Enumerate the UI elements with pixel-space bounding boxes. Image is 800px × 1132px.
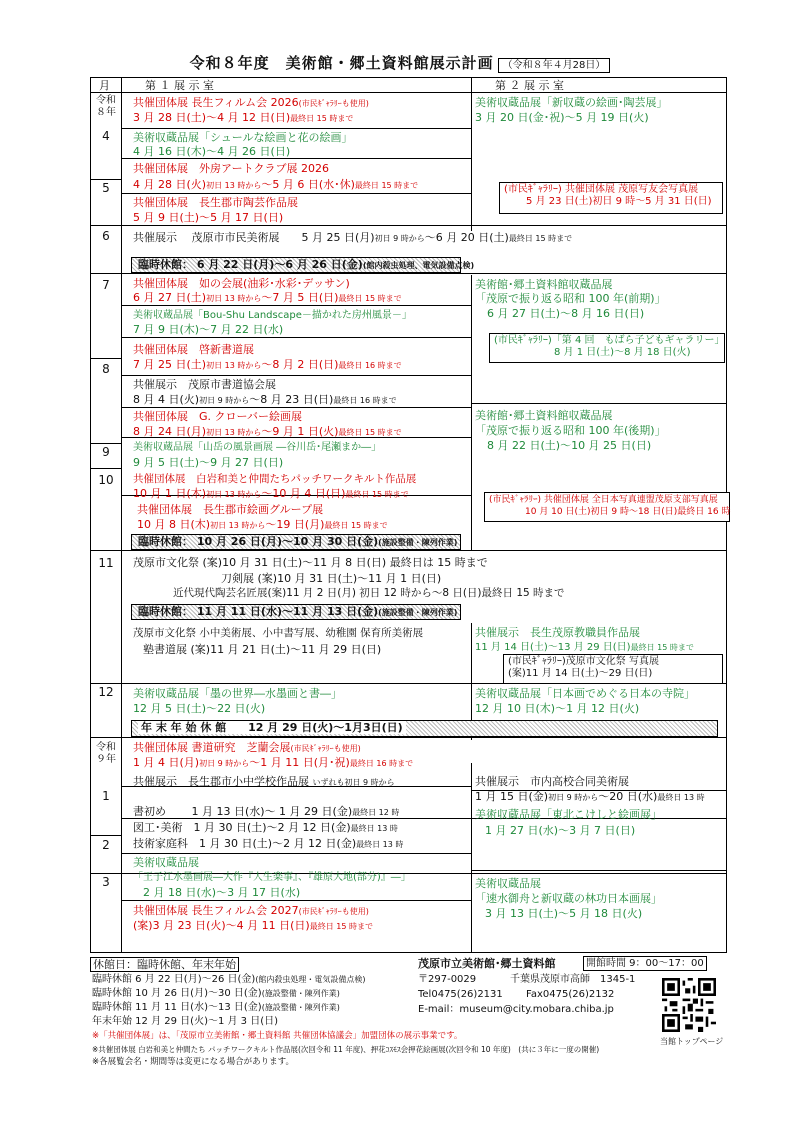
year-end-closure-banner: 年 末 年 始 休 館 12 月 29 日(火)～1月3日(日) <box>131 720 718 737</box>
note: ※共催団体展 白岩和美と仲間たち パッチワークキルト作品展(次回令和 11 年度)、押花ｺｽﾓｽ会押花絵画展(次回令和 10 年度) (共に３年に一度の開催) <box>92 1045 600 1054</box>
g1-event-date: 書初め 1 月 13 日(水)～ 1 月 29 日(金)最終日 12 時 <box>133 805 400 818</box>
g1-event-date: 5 月 9 日(土)～5 月 17 日(日) <box>133 211 284 224</box>
closed-days-label: 休館日：臨時休館、年末年始 <box>90 957 239 972</box>
month-label: 9 <box>102 445 110 459</box>
g1-event: 刀剣展 (案)10 月 31 日(土)～11 月 1 日(日) <box>221 572 442 585</box>
header-gallery-2: 第 ２ 展 示 室 <box>495 79 564 92</box>
g1-event-date: (案)3 月 23 日(火)～4 月 11 日(日)最終日 15 時まで <box>133 919 373 932</box>
g2-event-date: 12 月 10 日(木)～1 月 12 日(火) <box>475 702 640 715</box>
month-label: 令和 ９年 <box>96 742 116 765</box>
g2-event-date: 3 月 13 日(土)～5 月 18 日(火) <box>485 907 643 920</box>
g1-event-date: 図工･美術 1 月 30 日(土)～2 月 12 日(金)最終日 13 時 <box>133 821 398 834</box>
closure-line: 臨時休館 11 月 11 日(水)～13 日(金)(施設整備・陳列作業) <box>92 1002 340 1013</box>
g1-event-title: 共催団体展 長生郡市陶芸作品展 <box>133 196 298 209</box>
qr-code-icon[interactable] <box>662 978 716 1032</box>
g1-event-date: 9 月 5 日(土)～9 月 27 日(日) <box>133 456 284 469</box>
note: ※「共催団体展」は、「茂原市立美術館・郷土資料館 共催団体協議会」加盟団体の展示事業です。 <box>92 1031 463 1041</box>
g1-event-title: 共催展示 茂原市書道協会展 <box>133 378 276 391</box>
opening-hours: 開館時間 9：00～17：00 <box>583 956 707 971</box>
g1-event-title: 共催団体展 書道研究 芝蘭会展(市民ｷﾞｬﾗﾘｰも使用) <box>133 741 361 754</box>
month-label: 5 <box>102 181 110 195</box>
email: E-mail：museum@city.mobara.chiba.jp <box>418 1004 614 1015</box>
qr-caption: 当館トップページ <box>660 1037 724 1046</box>
g1-event-date: 10 月 8 日(木)初日 13 時から～19 日(月)最終日 15 時まで <box>137 518 388 531</box>
g2-event-title: 美術館･郷土資料館収蔵品展 <box>475 278 613 291</box>
month-label: 7 <box>102 278 110 292</box>
closure-line: 年末年始 12 月 29 日(火)～1 月 3 日(日) <box>92 1016 279 1027</box>
citizen-gallery-box: (市民ｷﾞｬﾗﾘｰ) 共催団体展 茂原写友会写真展 5 月 23 日(土)初日 9 時～5 月 31 日(日) <box>499 182 723 214</box>
address: 千葉県茂原市高師 1345-1 <box>510 974 636 985</box>
fax: Fax0475(26)2132 <box>526 989 615 1000</box>
g2-event-title: 美術館･郷土資料館収蔵品展 <box>475 409 613 422</box>
g2-event-title: 共催展示 長生茂原教職員作品展 <box>475 626 640 639</box>
g2-event-title: 「速水御舟と新収蔵の林功日本画展」 <box>475 892 662 905</box>
g2-event-title: 「茂原で振り返る昭和 100 年(前期)」 <box>475 292 666 305</box>
month-label: 1 <box>102 789 110 803</box>
g2-event-date: 11 月 14 日(土)～13 月 29 日(日)最終日 15 時まで <box>475 642 694 653</box>
g2-event-title: 美術収蔵品展「東北こけしと絵画展」 <box>475 808 662 821</box>
month-label: 3 <box>102 875 110 889</box>
g1-event-date: 3 月 28 日(土)～4 月 12 日(日)最終日 15 時まで <box>133 111 354 124</box>
g1-event-title: 共催団体展 如の会展(油彩･水彩･デッサン) <box>133 277 350 290</box>
g1-event-date: 7 月 9 日(木)～7 月 22 日(水) <box>133 323 284 336</box>
citizen-gallery-box: (市民ｷﾞｬﾗﾘｰ)茂原市文化祭 写真展 (案)11 月 14 日(土)～29 日(日) <box>503 654 723 684</box>
header-gallery-1: 第 １ 展 示 室 <box>145 79 214 92</box>
g2-event-date: 1 月 15 日(金)初日 9 時から～20 日(水)最終日 13 時 <box>475 790 705 803</box>
g1-event-title: 美術収蔵品展「墨の世界―水墨画と書―」 <box>133 687 342 700</box>
header-month: 月 <box>99 79 110 92</box>
g2-event-title: 美術収蔵品展「日本画でめぐる日本の寺院」 <box>475 687 695 700</box>
g1-event: 茂原市文化祭 (案)10 月 31 日(土)～11 月 8 日(日) 最終日は 15 時まで <box>133 556 488 569</box>
g1-event-date: 4 月 16 日(木)～4 月 26 日(日) <box>133 145 291 158</box>
g1-event-title: 共催展示 長生郡市小中学校作品展 いずれも初日 9 時から <box>133 775 395 788</box>
citizen-gallery-box: (市民ｷﾞｬﾗﾘｰ)「第 4 回 もばら子どもギャラリー」 8 月 1 日(土)～8 月 18 日(火) <box>489 333 725 363</box>
month-label: 4 <box>102 129 110 143</box>
closure-line: 臨時休館 6 月 22 日(月)～26 日(金)(館内殺虫処理・電気設備点検) <box>92 974 366 985</box>
g1-event-title: 美術収蔵品展 <box>133 856 199 869</box>
g1-event-date: 10 月 1 日(木)初日 13 時から～10 月 4 日(日)最終日 15 時まで <box>133 487 409 500</box>
g1-event-title: 美術収蔵品展「シュールな絵画と花の絵画」 <box>133 131 353 144</box>
g1-event-date: 8 月 24 日(月)初日 13 時から～9 月 1 日(火)最終日 15 時まで <box>133 425 402 438</box>
g2-event-date: 3 月 20 日(金･祝)～5 月 19 日(火) <box>475 111 649 124</box>
note: ※各展覧会名・期間等は変更になる場合があります。 <box>92 1057 294 1067</box>
g1-event-date: 6 月 27 日(土)初日 13 時から～7 月 5 日(日)最終日 15 時まで <box>133 291 402 304</box>
g1-event-title: 共催団体展 啓新書道展 <box>133 343 254 356</box>
g1-event-title: 共催団体展 G. クローバー絵画展 <box>133 410 302 423</box>
month-label: 10 <box>98 473 114 487</box>
schedule-table <box>90 77 731 953</box>
g1-event: 近代現代陶芸名匠展(案)11 月 2 日(月) 初日 12 時から～8 日(日)最終日 15 時まで <box>173 587 565 599</box>
month-label: 6 <box>102 229 110 243</box>
as-of-date: （令和８年４月28日） <box>498 58 611 73</box>
zip-code: 〒297-0029 <box>418 974 477 985</box>
g1-event-date: 8 月 4 日(火)初日 9 時から～8 月 23 日(日)最終日 16 時まで <box>133 393 397 406</box>
g1-event-title: 「王子江水墨画展―大作『人生楽事』、『雄原大地(部分)』―」 <box>133 872 411 883</box>
g1-event-title: 共催団体展 長生郡市絵画グループ展 <box>137 503 324 516</box>
phone: Tel0475(26)2131 <box>418 989 503 1000</box>
page-title: 令和８年度 美術館・郷土資料館展示計画 （令和８年４月28日） <box>0 52 800 73</box>
month-label: 令和 ８年 <box>96 95 116 118</box>
g2-event-title: 美術収蔵品展 <box>475 877 541 890</box>
g1-event-title: 美術収蔵品展「Bou-Shu Landscape－描かれた房州風景－」 <box>133 310 412 321</box>
g1-event-title: 共催団体展 外房アートクラブ展 2026 <box>133 162 329 175</box>
g1-event-date: 1 月 4 日(月)初日 9 時から～1 月 11 日(月･祝)最終日 16 時まで <box>133 756 414 769</box>
citizen-gallery-box: (市民ｷﾞｬﾗﾘｰ) 共催団体展 全日本写真連盟茂原支部写真展 10 月 10 日(土)初日 9 時～18 日(日)最終日 16 時 <box>484 492 730 522</box>
g2-event-date: 8 月 22 日(土)～10 月 25 日(日) <box>487 439 652 452</box>
g1-event-date: 12 月 5 日(土)～22 日(火) <box>133 702 266 715</box>
temporary-closure-banner: 臨時休館： 11 月 11 日(水)～11 月 13 日(金)(施設整備・陳列作業) <box>131 604 461 620</box>
month-label: 2 <box>102 838 110 852</box>
g1-event-date: 2 月 18 日(水)～3 月 17 日(水) <box>143 886 301 899</box>
g2-event-title: 共催展示 市内高校合同美術展 <box>475 775 629 788</box>
g1-event-title: 共催団体展 白岩和美と仲間たちパッチワークキルト作品展 <box>133 473 417 485</box>
g1-event-date: 4 月 28 日(火)初日 13 時から～5 月 6 日(水･休)最終日 15 時まで <box>133 178 419 191</box>
closure-line: 臨時休館 10 月 26 日(月)～30 日(金)(施設整備・陳列作業) <box>92 988 340 999</box>
g1-event: 共催展示 茂原市市民美術展 5 月 25 日(月)初日 9 時から～6 月 20 日(土)最終日 15 時まで <box>133 231 573 244</box>
g1-event: 茂原市文化祭 小中美術展、小中書写展、幼稚園 保育所美術展 <box>133 627 424 639</box>
g1-event-title: 共催団体展 長生フィルム会 2026(市民ｷﾞｬﾗﾘｰも使用) <box>133 96 369 109</box>
g2-event-title: 美術収蔵品展「新収蔵の絵画･陶芸展」 <box>475 96 668 109</box>
month-label: 12 <box>98 685 114 699</box>
g1-event-date: 7 月 25 日(土)初日 13 時から～8 月 2 日(日)最終日 16 時まで <box>133 358 402 371</box>
g2-event-date: 1 月 27 日(水)～3 月 7 日(日) <box>485 824 636 837</box>
g1-event-title: 美術収蔵品展「山岳の風景画展 ―谷川岳･尾瀬まか―」 <box>133 442 382 453</box>
month-label: 8 <box>102 362 110 376</box>
g1-event-title: 共催団体展 長生フィルム会 2027(市民ｷﾞｬﾗﾘｰも使用) <box>133 904 369 917</box>
g1-event: 塾書道展 (案)11 月 21 日(土)～11 月 29 日(日) <box>143 643 382 656</box>
month-label: 11 <box>98 556 114 570</box>
g2-event-title: 「茂原で振り返る昭和 100 年(後期)」 <box>475 424 666 437</box>
g1-event-date: 技術家庭科 1 月 30 日(土)～2 月 12 日(金)最終日 13 時 <box>133 837 404 850</box>
temporary-closure-banner: 臨時休館： 6 月 22 日(月)～6 月 26 日(金)(館内殺虫処理、電気設備点検) <box>131 257 461 273</box>
museum-name: 茂原市立美術館･郷土資料館 <box>418 957 556 970</box>
g2-event-date: 6 月 27 日(土)～8 月 16 日(日) <box>487 307 645 320</box>
temporary-closure-banner: 臨時休館： 10 月 26 日(月)～10 月 30 日(金)(施設整備・陳列作業) <box>131 534 461 550</box>
